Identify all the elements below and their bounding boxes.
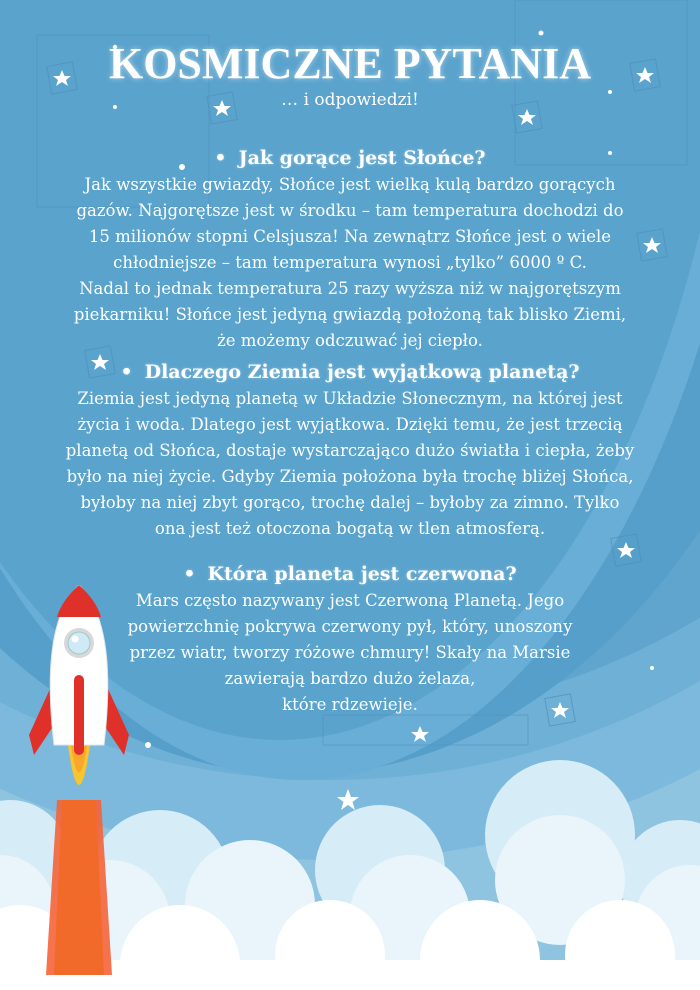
question-text: Która planeta jest czerwona? <box>207 563 517 585</box>
answer-line: że możemy odczuwać jej ciepło. <box>217 331 483 350</box>
question-heading <box>40 358 660 386</box>
question-text: Jak gorące jest Słońce? <box>238 147 486 169</box>
answer-line: planetą od Słońca, dostaje wystarczająco dużo światła i ciepła, żeby <box>65 441 635 460</box>
answer-line: Mars często nazywany jest Czerwoną Planetą. Jego <box>135 591 565 610</box>
answer-text <box>40 172 660 354</box>
bullet-icon: • <box>120 361 133 383</box>
question-heading <box>40 560 660 588</box>
bullet-icon: • <box>214 147 227 169</box>
answer-line: piekarniku! Słońce jest jedyną gwiazdą położoną tak blisko Ziemi, <box>73 305 627 324</box>
section-sun <box>40 144 660 354</box>
answer-line: Ziemia jest jedyną planetą w Układzie Słonecznym, na której jest <box>77 389 623 408</box>
section-earth <box>40 358 660 542</box>
answer-text <box>40 386 660 542</box>
answer-line: Jak wszystkie gwiazdy, Słońce jest wielką kulą bardzo gorących <box>84 175 616 194</box>
answer-line: 15 milionów stopni Celsjusza! Na zewnątrz Słońce jest o wiele <box>88 227 612 246</box>
answer-line: było na niej życie. Gdyby Ziemia położona była trochę bliżej Słońca, <box>66 467 634 486</box>
answer-line: życia i woda. Dlatego jest wyjątkowa. Dzięki temu, że jest trzecią <box>77 415 623 434</box>
answer-line: które rdzewieje. <box>282 695 418 714</box>
answer-line: powierzchnię pokrywa czerwony pył, który, unoszony <box>127 617 573 636</box>
answer-line: zawierają bardzo dużo żelaza, <box>224 669 476 688</box>
page-title: KOSMICZNE PYTANIA <box>108 39 591 88</box>
answer-line: gazów. Najgorętsze jest w środku – tam temperatura dochodzi do <box>76 201 624 220</box>
page-subtitle: … i odpowiedzi! <box>281 90 419 110</box>
question-text: Dlaczego Ziemia jest wyjątkową planetą? <box>144 361 580 383</box>
section-mars <box>40 560 660 718</box>
answer-line: ona jest też otoczona bogatą w tlen atmosferą. <box>154 519 546 538</box>
answer-line: byłoby na niej zbyt gorąco, trochę dalej – byłoby za zimno. Tylko <box>80 493 620 512</box>
answer-line: chłodniejsze – tam temperatura wynosi „tylko” 6000 º C. <box>113 253 587 272</box>
answer-line: Nadal to jednak temperatura 25 razy wyższa niż w najgorętszym <box>79 279 621 298</box>
bullet-icon: • <box>183 563 196 585</box>
answer-line: przez wiatr, tworzy różowe chmury! Skały na Marsie <box>129 643 571 662</box>
question-heading <box>40 144 660 172</box>
answer-text <box>40 588 660 718</box>
